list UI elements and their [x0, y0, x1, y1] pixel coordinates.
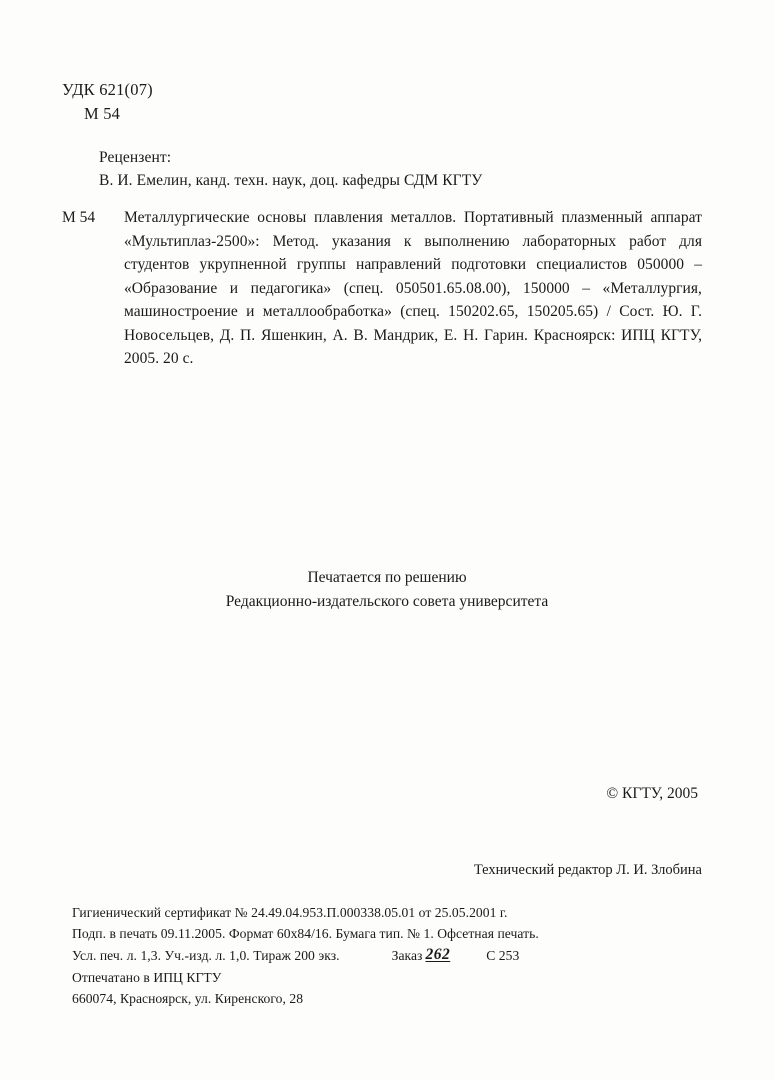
- approval-line-2: Редакционно-издательского совета университета: [225, 593, 549, 611]
- imprint-certificate: Гигиенический сертификат № 24.49.04.953.П.000338.05.01 от 25.05.2001 г.: [72, 905, 508, 920]
- imprint-block: [72, 903, 712, 1009]
- reviewer-heading: Рецензент:: [99, 149, 172, 166]
- imprint-order-label: Заказ: [391, 948, 423, 964]
- imprint-print-details: Подп. в печать 09.11.2005. Формат 60х84/16. Бумага тип. № 1. Офсетная печать.: [72, 925, 539, 941]
- imprint-order-code: С 253: [486, 948, 520, 964]
- imprint-sheets-and-order: [72, 944, 712, 968]
- biblio-text: Металлургические основы плавления металлов. Портативный плазменный аппарат «Мультиплаз-2500»: Метод. указания к выполнению лабораторных работ для студентов укрупненной группы направлений подготовки специалистов 050000 – «Образование и педагогика» (спец. 050501.65.08.00), 150000 – «Металлургия, машиностроение и металлообработка» (спец. 150202.65, 150205.65) / Сост. Ю. Г. Новосельцев, Д. П. Яшенкин, А. В. Мандрик, Е. Н. Гарин. Красноярск: ИПЦ КГТУ, 2005. 20 с.: [124, 209, 702, 368]
- bibliographic-description: [62, 206, 702, 371]
- imprint-order-number: 262: [425, 946, 451, 964]
- imprint-sheets: Усл. печ. л. 1,3. Уч.-изд. л. 1,0. Тираж 200 экз.: [72, 948, 340, 964]
- udc-number: УДК 621(07): [62, 80, 153, 99]
- biblio-shelf-code: М 54: [62, 209, 96, 226]
- reviewer-block: [99, 146, 482, 193]
- technical-editor: Технический редактор Л. И. Злобина: [473, 862, 702, 878]
- copyright-notice: © КГТУ, 2005: [606, 785, 698, 802]
- approval-note: [0, 566, 774, 614]
- approval-line-1: Печатается по решению: [307, 569, 467, 586]
- udc-block: [62, 78, 153, 126]
- imprint-printed-at: Отпечатано в ИПЦ КГТУ: [72, 969, 222, 985]
- reviewer-name: В. И. Емелин, канд. техн. наук, доц. кафедры СДМ КГТУ: [99, 172, 483, 190]
- udc-shelf-code: М 54: [84, 103, 121, 123]
- imprint-address: 660074, Красноярск, ул. Киренского, 28: [72, 990, 304, 1006]
